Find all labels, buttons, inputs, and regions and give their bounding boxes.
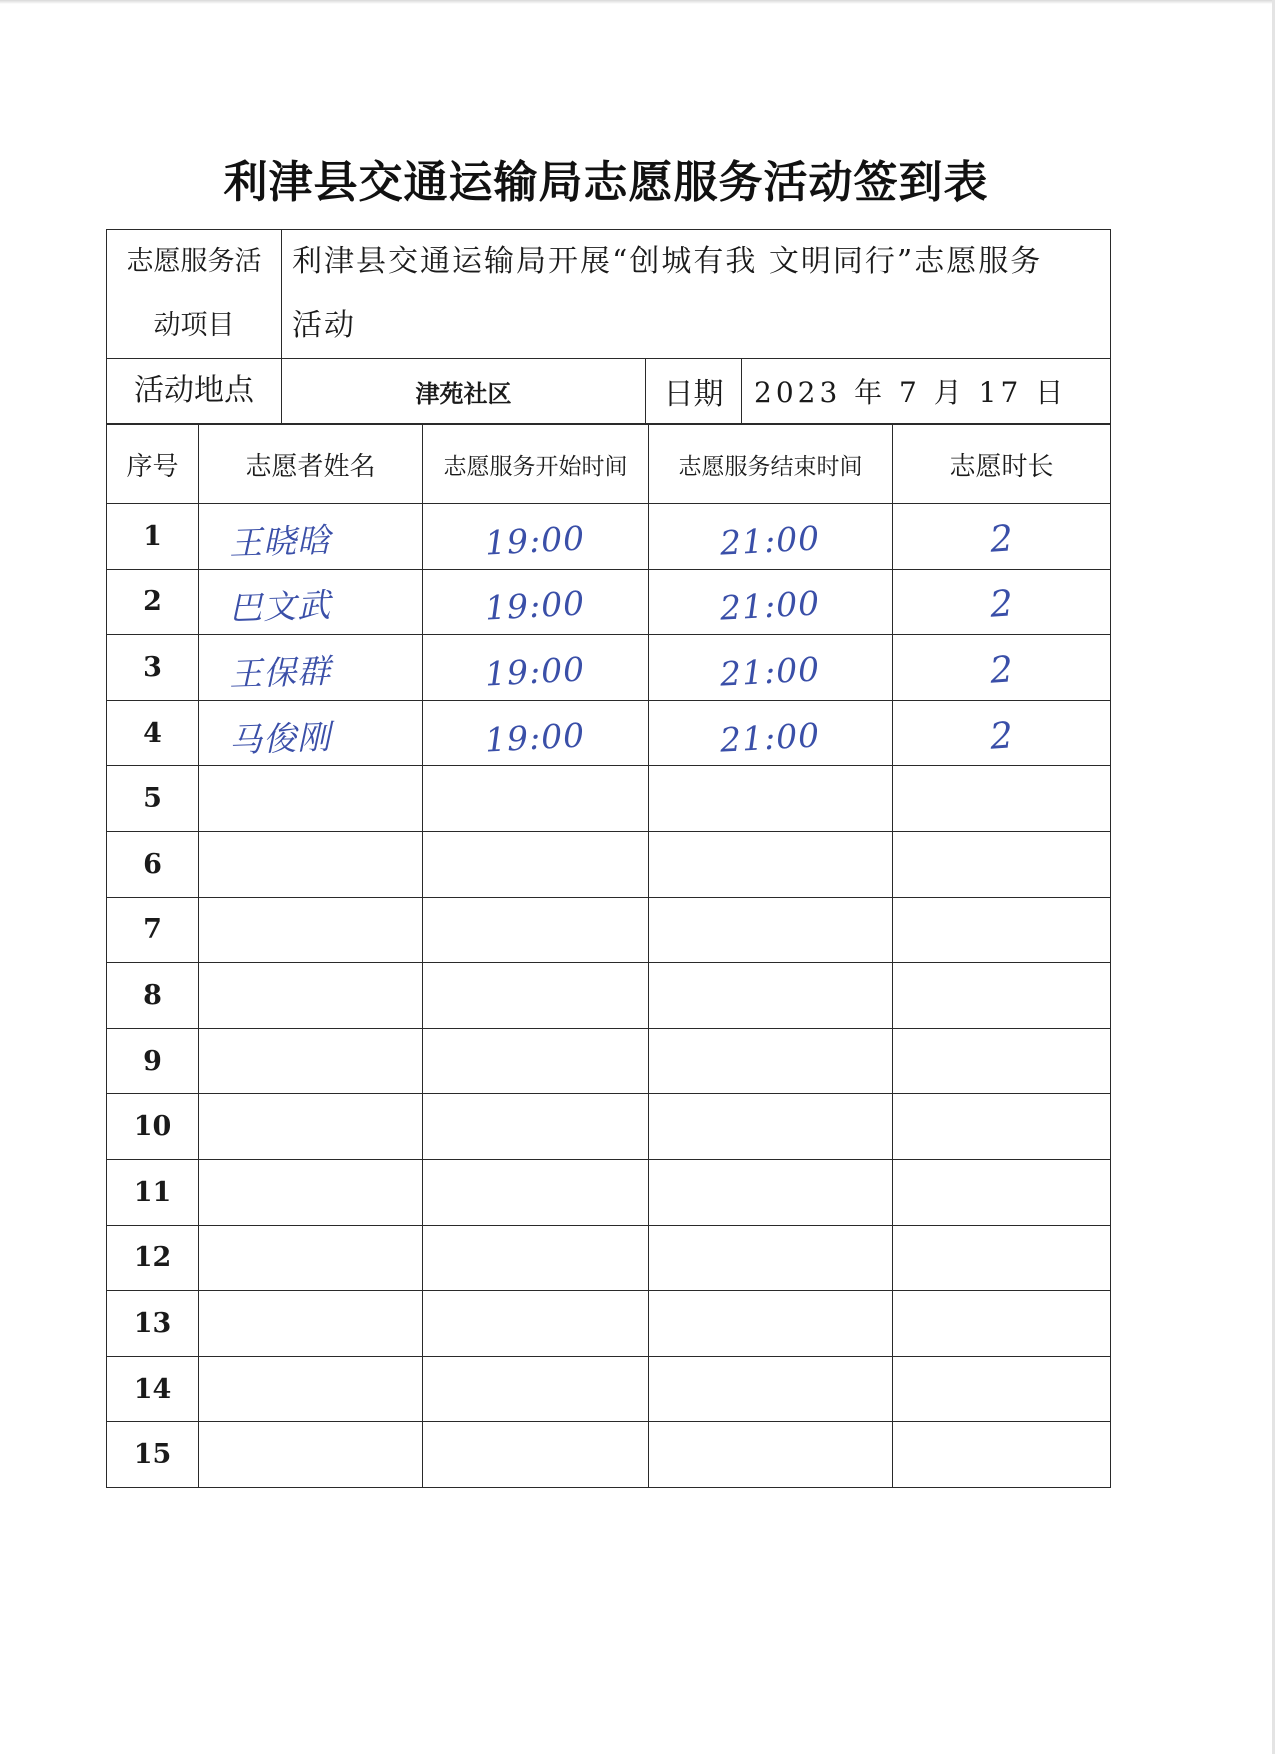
- header-end-time: 志愿服务结束时间: [649, 425, 893, 504]
- date-value: 2023 年 7 月 17 日: [742, 359, 1111, 424]
- volunteer-name-cell: [199, 1422, 423, 1488]
- start-time-cell: [423, 1356, 649, 1422]
- service-duration-cell: [893, 1028, 1111, 1094]
- end-time-cell: [649, 1094, 893, 1160]
- end-time-cell: [649, 635, 893, 701]
- end-time: 21:00: [719, 649, 822, 694]
- place-label: 活动地点: [107, 359, 282, 424]
- service-duration-cell: [893, 635, 1111, 701]
- row-index: 10: [107, 1094, 199, 1160]
- project-label-line2: 动项目: [153, 310, 235, 341]
- end-time-cell: [649, 1356, 893, 1422]
- end-time: 21:00: [719, 518, 822, 563]
- service-duration-cell: [893, 831, 1111, 897]
- end-time-cell: [649, 1225, 893, 1291]
- service-duration: 2: [988, 714, 1015, 758]
- table-row: [107, 1094, 1111, 1160]
- date-label: 日期: [646, 359, 742, 424]
- service-duration: 2: [988, 583, 1015, 627]
- service-duration-cell: [893, 963, 1111, 1029]
- row-index: 9: [107, 1028, 199, 1094]
- start-time-cell: [423, 1159, 649, 1225]
- table-row: [107, 766, 1111, 832]
- project-value-line1: 利津县交通运输局开展“创城有我 文明同行”志愿服务: [292, 244, 1043, 279]
- row-index: 14: [107, 1356, 199, 1422]
- service-duration-cell: [893, 700, 1111, 766]
- row-index: 13: [107, 1291, 199, 1357]
- volunteer-name-cell: [199, 700, 423, 766]
- end-time: 21:00: [719, 714, 822, 760]
- table-row: [107, 1291, 1111, 1357]
- project-value-line2: 活动: [292, 308, 356, 343]
- service-duration: 2: [988, 649, 1015, 692]
- end-time: 21:00: [719, 583, 822, 628]
- row-index: 2: [107, 569, 199, 635]
- start-time-cell: [423, 897, 649, 963]
- volunteer-name-cell: [199, 831, 423, 897]
- service-duration-cell: [893, 569, 1111, 635]
- project-row: [107, 230, 1111, 359]
- service-duration-cell: [893, 1422, 1111, 1488]
- header-duration: 志愿时长: [893, 425, 1111, 504]
- volunteer-name-cell: [199, 1225, 423, 1291]
- table-row: [107, 1422, 1111, 1488]
- volunteer-name-cell: [199, 1159, 423, 1225]
- volunteer-name: 巴文武: [228, 585, 332, 629]
- header-index: 序号: [107, 425, 199, 504]
- start-time-cell: [423, 963, 649, 1029]
- service-duration-cell: [893, 1291, 1111, 1357]
- attendance-table: [106, 424, 1111, 1488]
- end-time-cell: [649, 831, 893, 897]
- end-time-cell: [649, 897, 893, 963]
- end-time-cell: [649, 766, 893, 832]
- service-duration: 2: [988, 518, 1015, 561]
- end-time-cell: [649, 1422, 893, 1488]
- end-time-cell: [649, 569, 893, 635]
- start-time-cell: [423, 635, 649, 701]
- scan-edge-top: [0, 0, 1275, 4]
- start-time: 19:00: [484, 649, 587, 694]
- table-row: [107, 1159, 1111, 1225]
- service-duration-cell: [893, 1356, 1111, 1422]
- activity-info-table: [106, 229, 1111, 424]
- start-time-cell: [423, 504, 649, 570]
- start-time-cell: [423, 1291, 649, 1357]
- end-time-cell: [649, 1028, 893, 1094]
- table-row: [107, 569, 1111, 635]
- end-time-cell: [649, 1291, 893, 1357]
- start-time-cell: [423, 569, 649, 635]
- volunteer-name-cell: [199, 1028, 423, 1094]
- volunteer-name-cell: [199, 897, 423, 963]
- service-duration-cell: [893, 1225, 1111, 1291]
- start-time-cell: [423, 1094, 649, 1160]
- table-row: [107, 700, 1111, 766]
- row-index: 11: [107, 1159, 199, 1225]
- table-row: [107, 504, 1111, 570]
- service-duration-cell: [893, 1094, 1111, 1160]
- volunteer-name-cell: [199, 635, 423, 701]
- start-time-cell: [423, 1225, 649, 1291]
- service-duration-cell: [893, 1159, 1111, 1225]
- volunteer-name-cell: [199, 569, 423, 635]
- table-row: [107, 831, 1111, 897]
- volunteer-name-cell: [199, 504, 423, 570]
- volunteer-name-cell: [199, 1356, 423, 1422]
- row-index: 1: [107, 504, 199, 570]
- project-label-line1: 志愿服务活: [126, 246, 262, 277]
- service-duration-cell: [893, 766, 1111, 832]
- project-value: [282, 230, 1111, 359]
- volunteer-name-cell: [199, 963, 423, 1029]
- volunteer-name-cell: [199, 1094, 423, 1160]
- start-time: 19:00: [484, 518, 587, 563]
- start-time: 19:00: [484, 583, 587, 628]
- table-row: [107, 635, 1111, 701]
- end-time-cell: [649, 504, 893, 570]
- project-label: [107, 230, 282, 359]
- row-index: 7: [107, 897, 199, 963]
- volunteer-name-cell: [199, 766, 423, 832]
- header-start-time: 志愿服务开始时间: [423, 425, 649, 504]
- start-time-cell: [423, 700, 649, 766]
- document-title: 利津县交通运输局志愿服务活动签到表: [223, 157, 989, 208]
- place-date-row: [107, 359, 1111, 424]
- volunteer-name: 王晓晗: [228, 520, 332, 563]
- end-time-cell: [649, 1159, 893, 1225]
- table-row: [107, 1356, 1111, 1422]
- row-index: 4: [107, 700, 199, 766]
- table-row: [107, 1028, 1111, 1094]
- end-time-cell: [649, 700, 893, 766]
- service-duration-cell: [893, 897, 1111, 963]
- table-row: [107, 963, 1111, 1029]
- start-time-cell: [423, 766, 649, 832]
- volunteer-name-cell: [199, 1291, 423, 1357]
- header-name: 志愿者姓名: [199, 425, 423, 504]
- volunteer-name: 马俊刚: [228, 716, 332, 760]
- table-row: [107, 1225, 1111, 1291]
- row-index: 3: [107, 635, 199, 701]
- row-index: 6: [107, 831, 199, 897]
- start-time-cell: [423, 1422, 649, 1488]
- end-time-cell: [649, 963, 893, 1029]
- place-value: 津苑社区: [282, 359, 646, 424]
- volunteer-name: 王保群: [228, 651, 332, 694]
- row-index: 15: [107, 1422, 199, 1488]
- start-time-cell: [423, 831, 649, 897]
- row-index: 5: [107, 766, 199, 832]
- sign-in-sheet: [106, 229, 1110, 1488]
- table-row: [107, 897, 1111, 963]
- start-time: 19:00: [484, 714, 587, 760]
- row-index: 12: [107, 1225, 199, 1291]
- start-time-cell: [423, 1028, 649, 1094]
- header-row: [107, 425, 1111, 504]
- row-index: 8: [107, 963, 199, 1029]
- service-duration-cell: [893, 504, 1111, 570]
